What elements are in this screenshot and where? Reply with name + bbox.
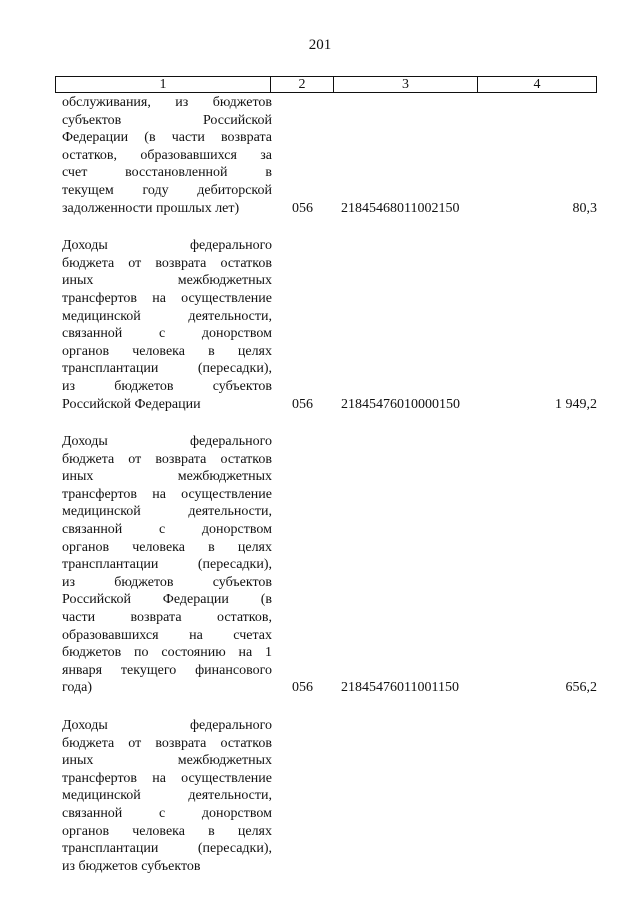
description-line: медицинской деятельности, (62, 308, 272, 324)
page-number: 201 (308, 37, 332, 53)
table-body (55, 94, 597, 895)
description-line: медицинской деятельности, (62, 504, 272, 520)
column-header-4: 4 (533, 77, 541, 92)
description-line: органов человека в целях (62, 539, 272, 555)
description-line: иных межбюджетных (62, 753, 272, 769)
description-line: трансфертов на осуществление (62, 486, 272, 502)
description-line: из бюджетов субъектов (62, 574, 272, 590)
table-column-header (55, 76, 597, 93)
description-line: иных межбюджетных (62, 273, 272, 289)
description-line: связанной с донорством (62, 522, 272, 538)
classification-code-cell: 21845476010000150 (341, 396, 460, 412)
row-description (62, 94, 272, 217)
description-line: обслуживания, из бюджетов (62, 95, 272, 110)
column-header-1: 1 (56, 77, 271, 92)
admin-code-cell: 056 (292, 396, 313, 412)
column-header-2: 2 (271, 77, 334, 92)
description-line: бюджетов по состоянию на 1 (62, 645, 272, 661)
description-line: Федерации (в части возврата (62, 130, 272, 146)
description-line: субъектов Российской (62, 112, 272, 128)
description-line: Доходы федерального (62, 434, 272, 450)
description-line: бюджета от возврата остатков (62, 735, 272, 751)
description-line: связанной с донорством (62, 805, 272, 821)
description-line: трансфертов на осуществление (62, 770, 272, 786)
description-line: органов человека в целях (62, 823, 272, 839)
description-line: трансфертов на осуществление (62, 290, 272, 306)
description-line: задолженности прошлых лет) (62, 200, 240, 216)
classification-code-cell: 21845476011001150 (341, 680, 459, 696)
description-line: трансплантации (пересадки), (62, 361, 272, 377)
description-line: бюджета от возврата остатков (62, 451, 272, 467)
description-line: иных межбюджетных (62, 469, 272, 485)
description-line: трансплантации (пересадки), (62, 841, 272, 857)
row-description (62, 433, 272, 697)
description-line: Доходы федерального (62, 718, 272, 733)
classification-code-cell: 21845468011002150 (341, 200, 460, 216)
description-line: Доходы федерального (62, 238, 272, 254)
description-line: связанной с донорством (62, 326, 272, 342)
description-line: из бюджетов субъектов (62, 858, 201, 874)
description-line: части возврата остатков, (62, 610, 272, 626)
description-line: января текущего финансового (62, 662, 272, 678)
row-description (62, 717, 272, 875)
amount-cell: 1 949,2 (555, 396, 597, 412)
amount-cell: 80,3 (572, 200, 597, 216)
description-line: остатков, образовавшихся за (62, 147, 272, 163)
row-description (62, 237, 272, 413)
description-line: из бюджетов субъектов (62, 378, 272, 394)
table-row (55, 94, 597, 217)
description-line: текущем году дебиторской (62, 182, 272, 198)
admin-code-cell: 056 (292, 200, 313, 216)
description-line: органов человека в целях (62, 343, 272, 359)
description-line: образовавшихся на счетах (62, 627, 272, 643)
table-row (55, 717, 597, 875)
table-row (55, 433, 597, 697)
admin-code-cell: 056 (292, 680, 313, 696)
description-line: трансплантации (пересадки), (62, 557, 272, 573)
description-line: медицинской деятельности, (62, 788, 272, 804)
column-header-3: 3 (334, 77, 478, 92)
description-line: года) (62, 680, 92, 696)
table-row (55, 237, 597, 413)
description-line: бюджета от возврата остатков (62, 255, 272, 271)
amount-cell: 656,2 (565, 680, 597, 696)
description-line: Российской Федерации (62, 396, 201, 412)
description-line: Российской Федерации (в (62, 592, 272, 608)
description-line: счет восстановленной в (62, 165, 272, 181)
